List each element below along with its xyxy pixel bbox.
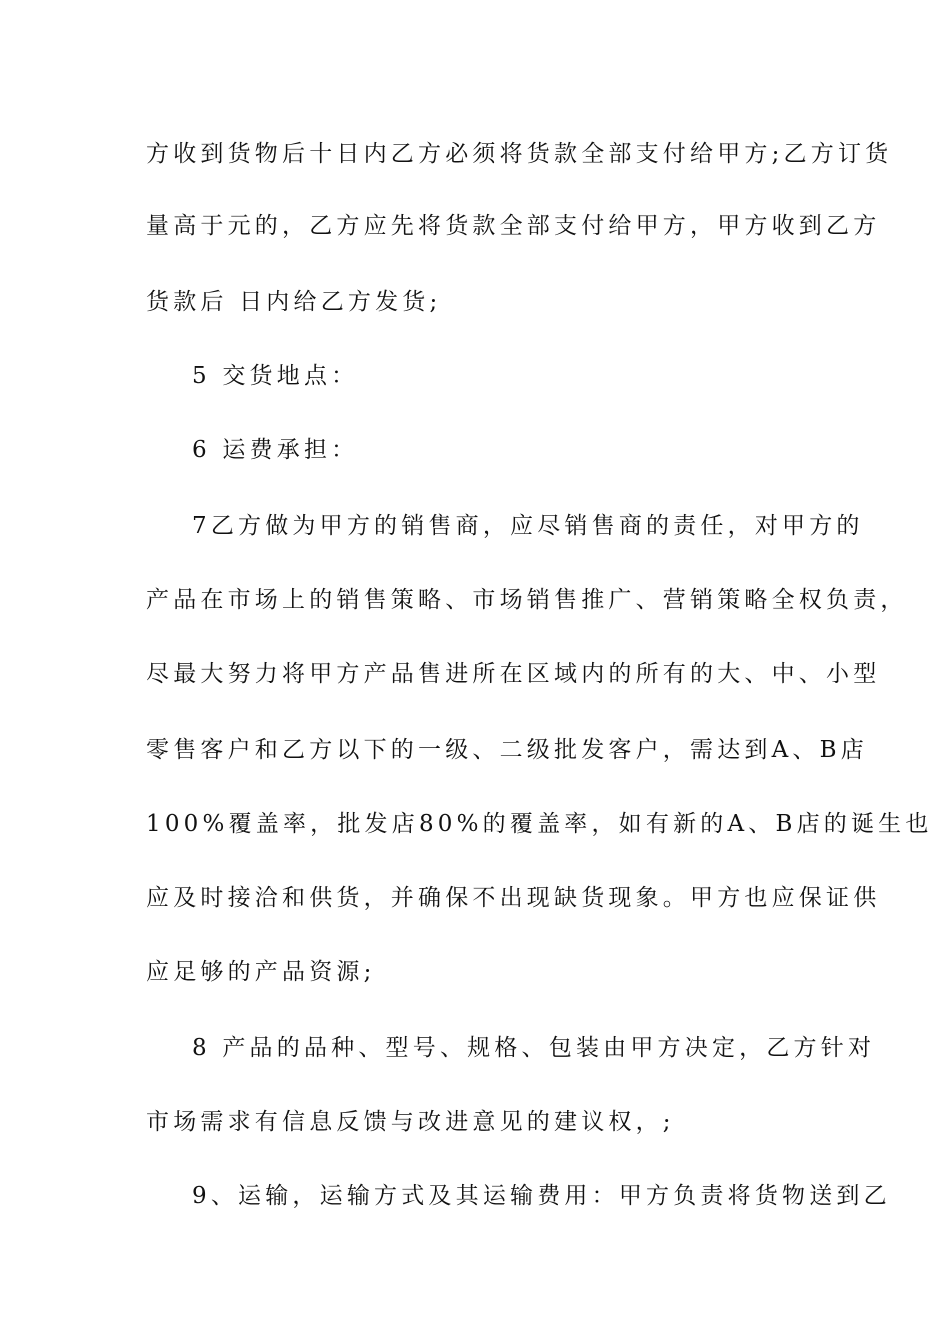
text-line-8: 尽最大努力将甲方产品售进所在区域内的所有的大、中、小型 bbox=[146, 661, 881, 687]
text-line-15: 9、运输，运输方式及其运输费用：甲方负责将货物送到乙 bbox=[192, 1183, 891, 1209]
text-line-13: 8 产品的品种、型号、规格、包装由甲方决定，乙方针对 bbox=[192, 1035, 876, 1061]
text-line-2: 量高于元的，乙方应先将货款全部支付给甲方，甲方收到乙方 bbox=[146, 213, 881, 239]
text-line-9: 零售客户和乙方以下的一级、二级批发客户，需达到A、B店 bbox=[146, 737, 868, 763]
text-line-7: 产品在市场上的销售策略、市场销售推广、营销策略全权负责， bbox=[146, 587, 908, 613]
text-line-12: 应足够的产品资源; bbox=[146, 959, 376, 985]
text-line-6: 7乙方做为甲方的销售商，应尽销售商的责任，对甲方的 bbox=[192, 513, 864, 539]
text-line-1: 方收到货物后十日内乙方必须将货款全部支付给甲方;乙方订货 bbox=[146, 141, 893, 167]
text-line-14: 市场需求有信息反馈与改进意见的建议权，; bbox=[146, 1109, 675, 1135]
text-line-11: 应及时接洽和供货，并确保不出现缺货现象。甲方也应保证供 bbox=[146, 885, 881, 911]
text-line-4: 5 交货地点： bbox=[192, 363, 359, 389]
text-line-3: 货款后 日内给乙方发货; bbox=[146, 289, 442, 315]
text-line-10: 100%覆盖率，批发店80%的覆盖率，如有新的A、B店的诞生也 bbox=[146, 811, 933, 837]
text-line-5: 6 运费承担： bbox=[192, 437, 359, 463]
